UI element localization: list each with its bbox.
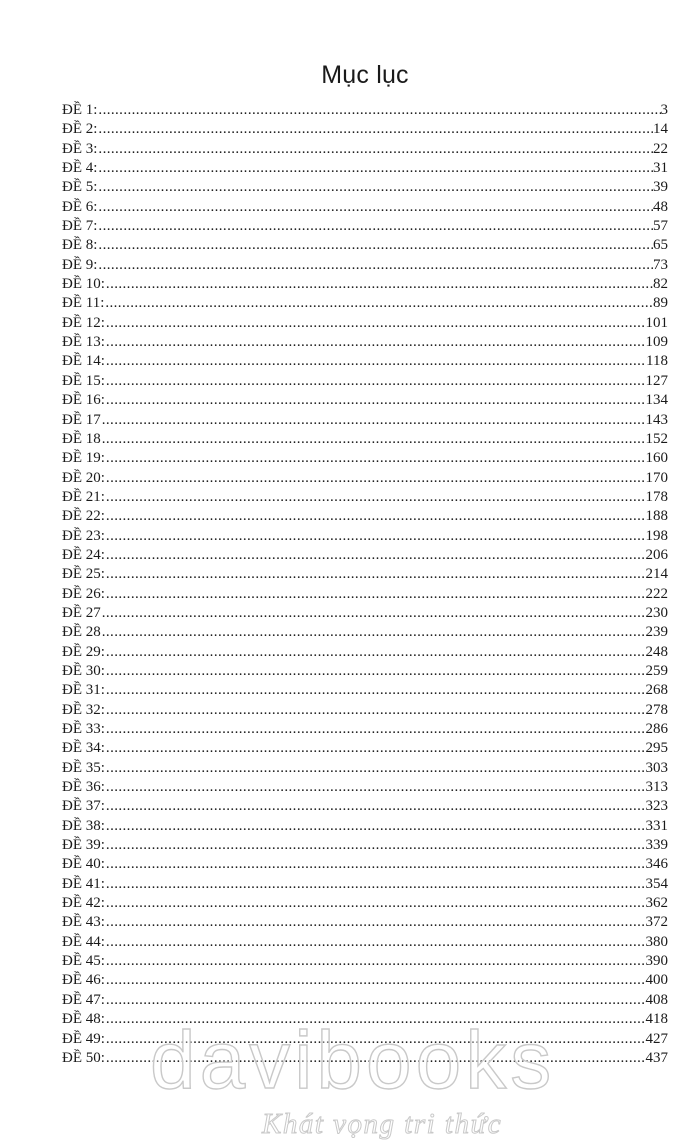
toc-dot-leader: [106, 720, 646, 739]
toc-entry-label: ĐỀ 27: [62, 604, 101, 621]
toc-entry-label: ĐỀ 49:: [62, 1030, 105, 1047]
toc-entry-label: ĐỀ 31:: [62, 682, 105, 699]
toc-entry: [62, 159, 668, 178]
toc-entry-page-number: 331: [645, 817, 668, 834]
toc-entry-label: ĐỀ 16:: [62, 392, 105, 409]
toc-entry: [62, 623, 668, 642]
toc-dot-leader: [106, 778, 646, 797]
toc-dot-leader: [106, 817, 646, 836]
toc-dot-leader: [106, 913, 646, 932]
toc-dot-leader: [98, 140, 653, 159]
toc-entry-page-number: 268: [645, 682, 668, 699]
toc-entry-label: ĐỀ 9:: [62, 256, 98, 273]
toc-entry-page-number: 178: [645, 488, 668, 505]
toc-entry-label: ĐỀ 28: [62, 624, 101, 641]
toc-entry: [62, 314, 668, 333]
toc-entry-label: ĐỀ 2:: [62, 121, 98, 138]
toc-dot-leader: [98, 256, 653, 275]
toc-entry: [62, 469, 668, 488]
toc-entry-label: ĐỀ 34:: [62, 740, 105, 757]
toc-dot-leader: [98, 178, 653, 197]
toc-entry: [62, 875, 668, 894]
table-of-contents: [62, 101, 668, 1068]
toc-entry: [62, 120, 668, 139]
toc-entry-page-number: 188: [645, 508, 668, 525]
toc-dot-leader: [106, 836, 646, 855]
toc-entry: [62, 585, 668, 604]
toc-entry: [62, 391, 668, 410]
toc-entry-page-number: 313: [645, 779, 668, 796]
toc-entry-label: ĐỀ 36:: [62, 779, 105, 796]
toc-entry: [62, 836, 668, 855]
toc-entry: [62, 604, 668, 623]
toc-entry-page-number: 380: [645, 933, 668, 950]
toc-entry-page-number: 259: [645, 662, 668, 679]
toc-entry: [62, 855, 668, 874]
toc-entry-label: ĐỀ 3:: [62, 140, 98, 157]
toc-dot-leader: [102, 411, 646, 430]
toc-entry: [62, 952, 668, 971]
toc-dot-leader: [106, 488, 646, 507]
toc-entry-page-number: 408: [645, 991, 668, 1008]
toc-entry-page-number: 198: [645, 527, 668, 544]
toc-entry: [62, 681, 668, 700]
toc-entry-label: ĐỀ 37:: [62, 798, 105, 815]
toc-entry-page-number: 134: [645, 392, 668, 409]
toc-dot-leader: [106, 546, 646, 565]
toc-entry-page-number: 82: [653, 276, 668, 293]
toc-entry-label: ĐỀ 17: [62, 411, 101, 428]
toc-dot-leader: [106, 391, 646, 410]
watermark-brand-logo: davibooks: [150, 1015, 556, 1106]
toc-entry-label: ĐỀ 40:: [62, 856, 105, 873]
toc-dot-leader: [106, 585, 646, 604]
toc-dot-leader: [106, 372, 646, 391]
toc-entry-label: ĐỀ 19:: [62, 450, 105, 467]
toc-entry-page-number: 239: [645, 624, 668, 641]
toc-entry-label: ĐỀ 30:: [62, 662, 105, 679]
toc-entry-page-number: 3: [660, 102, 668, 118]
toc-dot-leader: [106, 971, 646, 990]
toc-dot-leader: [106, 933, 646, 952]
toc-entry-page-number: 57: [653, 218, 668, 235]
toc-entry-page-number: 170: [645, 469, 668, 486]
toc-dot-leader: [106, 565, 646, 584]
page-title: Mục lục: [321, 61, 409, 89]
toc-entry: [62, 275, 668, 294]
toc-entry: [62, 933, 668, 952]
toc-entry-page-number: 143: [645, 411, 668, 428]
toc-dot-leader: [106, 333, 646, 352]
toc-dot-leader: [106, 643, 646, 662]
toc-entry: [62, 546, 668, 565]
toc-dot-leader: [106, 797, 646, 816]
toc-entry: [62, 527, 668, 546]
toc-entry: [62, 720, 668, 739]
toc-entry-label: ĐỀ 22:: [62, 508, 105, 525]
toc-entry-page-number: 160: [645, 450, 668, 467]
toc-entry: [62, 411, 668, 430]
toc-entry-label: ĐỀ 4:: [62, 160, 98, 177]
toc-entry-page-number: 303: [645, 759, 668, 776]
toc-entry: [62, 372, 668, 391]
toc-entry-label: ĐỀ 46:: [62, 972, 105, 989]
toc-entry-page-number: 346: [645, 856, 668, 873]
toc-entry-page-number: 339: [645, 837, 668, 854]
toc-entry: [62, 488, 668, 507]
toc-entry-label: ĐỀ 29:: [62, 643, 105, 660]
toc-entry-page-number: 31: [653, 160, 668, 177]
toc-entry: [62, 198, 668, 217]
toc-entry-page-number: 152: [645, 430, 668, 447]
toc-entry: [62, 430, 668, 449]
toc-entry-page-number: 39: [653, 179, 668, 196]
toc-entry-label: ĐỀ 43:: [62, 914, 105, 931]
toc-entry-page-number: 362: [645, 895, 668, 912]
toc-entry: [62, 739, 668, 758]
toc-entry: [62, 759, 668, 778]
toc-dot-leader: [106, 759, 646, 778]
toc-entry: [62, 797, 668, 816]
toc-dot-leader: [106, 662, 646, 681]
toc-entry: [62, 352, 668, 371]
toc-dot-leader: [106, 894, 646, 913]
toc-entry-page-number: 354: [645, 875, 668, 892]
toc-entry-page-number: 206: [645, 546, 668, 563]
toc-entry-label: ĐỀ 6:: [62, 198, 98, 215]
toc-dot-leader: [106, 991, 646, 1010]
toc-dot-leader: [102, 430, 646, 449]
toc-entry-page-number: 73: [653, 256, 668, 273]
toc-entry-page-number: 48: [653, 198, 668, 215]
toc-dot-leader: [106, 701, 646, 720]
toc-entry-page-number: 437: [645, 1049, 668, 1066]
toc-entry-label: ĐỀ 11:: [62, 295, 105, 312]
toc-entry-label: ĐỀ 21:: [62, 488, 105, 505]
toc-dot-leader: [106, 952, 646, 971]
toc-entry: [62, 449, 668, 468]
toc-dot-leader: [106, 875, 646, 894]
toc-dot-leader: [106, 449, 646, 468]
toc-dot-leader: [106, 855, 646, 874]
toc-dot-leader: [106, 739, 646, 758]
toc-entry: [62, 662, 668, 681]
toc-entry: [62, 236, 668, 255]
toc-entry: [62, 256, 668, 275]
toc-entry: [62, 333, 668, 352]
toc-dot-leader: [98, 120, 653, 139]
toc-entry-label: ĐỀ 23:: [62, 527, 105, 544]
toc-entry: [62, 894, 668, 913]
toc-entry: [62, 913, 668, 932]
toc-entry-label: ĐỀ 15:: [62, 372, 105, 389]
toc-entry: [62, 643, 668, 662]
toc-dot-leader: [106, 681, 646, 700]
toc-dot-leader: [98, 236, 653, 255]
toc-entry-page-number: 278: [645, 701, 668, 718]
toc-entry-label: ĐỀ 26:: [62, 585, 105, 602]
toc-entry-page-number: 390: [645, 953, 668, 970]
toc-dot-leader: [102, 604, 646, 623]
toc-entry-page-number: 127: [645, 372, 668, 389]
toc-entry-page-number: 323: [645, 798, 668, 815]
toc-entry-page-number: 118: [646, 353, 668, 370]
toc-entry-label: ĐỀ 7:: [62, 218, 98, 235]
toc-dot-leader: [106, 507, 646, 526]
toc-entry-label: ĐỀ 8:: [62, 237, 98, 254]
toc-entry-page-number: 286: [645, 721, 668, 737]
toc-entry-label: ĐỀ 45:: [62, 953, 105, 970]
toc-entry-label: ĐỀ 41:: [62, 875, 105, 892]
toc-dot-leader: [106, 1010, 646, 1029]
toc-entry-label: ĐỀ 24:: [62, 546, 105, 563]
toc-entry-label: ĐỀ 44:: [62, 933, 105, 950]
toc-dot-leader: [106, 1049, 646, 1068]
toc-entry-page-number: 427: [645, 1030, 668, 1047]
toc-entry-label: ĐỀ 12:: [62, 314, 105, 331]
toc-entry: [62, 565, 668, 584]
toc-entry: [62, 1030, 668, 1049]
toc-dot-leader: [102, 623, 646, 642]
toc-entry: [62, 1049, 668, 1068]
toc-dot-leader: [106, 1030, 646, 1049]
toc-dot-leader: [98, 217, 653, 236]
toc-entry-page-number: 230: [645, 604, 668, 621]
toc-entry-label: ĐỀ 25:: [62, 566, 105, 583]
toc-entry-page-number: 248: [645, 643, 668, 660]
toc-dot-leader: [106, 352, 646, 371]
toc-entry: [62, 1010, 668, 1029]
toc-entry-page-number: 22: [653, 140, 668, 157]
toc-entry-label: ĐỀ 18: [62, 430, 101, 447]
toc-dot-leader: [98, 159, 653, 178]
toc-entry: [62, 778, 668, 797]
toc-entry-label: ĐỀ 14:: [62, 353, 105, 370]
toc-entry-page-number: 400: [645, 972, 668, 989]
toc-entry: [62, 294, 668, 313]
toc-entry-page-number: 89: [653, 295, 668, 312]
toc-dot-leader: [106, 527, 646, 546]
toc-dot-leader: [106, 275, 653, 294]
toc-entry: [62, 178, 668, 197]
toc-entry-label: ĐỀ 13:: [62, 334, 105, 351]
toc-entry-page-number: 222: [645, 585, 668, 602]
toc-entry: [62, 971, 668, 990]
toc-entry-label: ĐỀ 42:: [62, 895, 105, 912]
toc-dot-leader: [105, 294, 653, 313]
toc-dot-leader: [98, 198, 653, 217]
toc-entry-label: ĐỀ 33:: [62, 721, 105, 737]
toc-dot-leader: [98, 101, 660, 120]
toc-entry: [62, 507, 668, 526]
toc-dot-leader: [106, 314, 646, 333]
toc-entry: [62, 701, 668, 720]
toc-entry-label: ĐỀ 32:: [62, 701, 105, 718]
toc-entry-label: ĐỀ 47:: [62, 991, 105, 1008]
toc-entry-page-number: 101: [645, 314, 668, 331]
toc-entry: [62, 991, 668, 1010]
toc-entry-page-number: 214: [645, 566, 668, 583]
toc-entry: [62, 217, 668, 236]
watermark-tagline: Khát vọng tri thức: [262, 1108, 503, 1140]
toc-entry-page-number: 372: [645, 914, 668, 931]
toc-entry-page-number: 295: [645, 740, 668, 757]
toc-entry-label: ĐỀ 38:: [62, 817, 105, 834]
toc-entry-page-number: 418: [645, 1011, 668, 1028]
toc-entry-label: ĐỀ 20:: [62, 469, 105, 486]
toc-entry-page-number: 14: [653, 121, 668, 138]
toc-entry: [62, 817, 668, 836]
toc-entry-page-number: 65: [653, 237, 668, 254]
toc-entry-label: ĐỀ 10:: [62, 276, 105, 293]
toc-entry-label: ĐỀ 5:: [62, 179, 98, 196]
toc-entry-label: ĐỀ 48:: [62, 1011, 105, 1028]
toc-entry-label: ĐỀ 50:: [62, 1049, 105, 1066]
toc-entry: [62, 140, 668, 159]
toc-entry-label: ĐỀ 1:: [62, 102, 98, 118]
toc-entry-page-number: 109: [645, 334, 668, 351]
toc-entry-label: ĐỀ 35:: [62, 759, 105, 776]
toc-entry: [62, 101, 668, 120]
toc-entry-label: ĐỀ 39:: [62, 837, 105, 854]
toc-dot-leader: [106, 469, 646, 488]
